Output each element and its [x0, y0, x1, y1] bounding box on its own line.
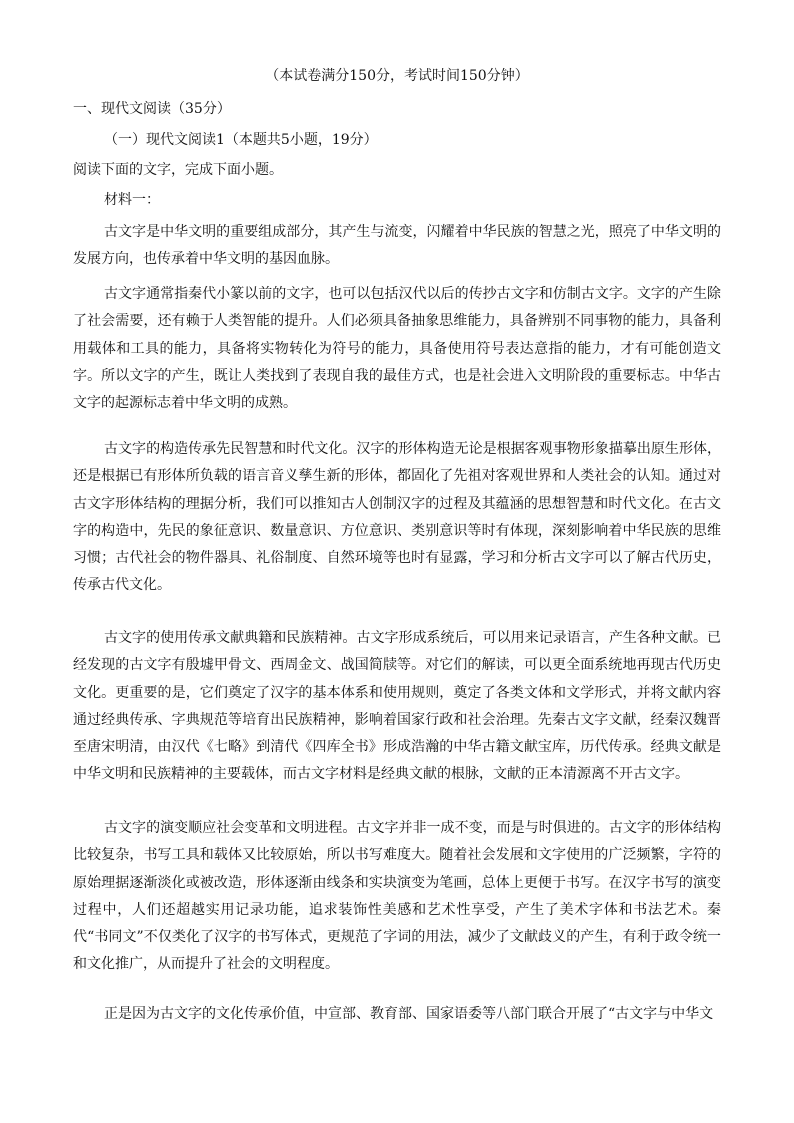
reading-instruction: 阅读下面的文字，完成下面小题。	[73, 162, 283, 178]
exam-note: （本试卷满分150分，考试时间150分钟）	[265, 68, 529, 84]
paragraph: 古文字通常指秦代小篆以前的文字，也可以包括汉代以后的传抄古文字和仿制古文字。文字的产生除了社会需要，还有赖于人类智能的提升。人们必须具备抽象思维能力，具备辨别不同事物的能力，具备利用载体和工具的能力，具备将实物转化为符号的能力，具备使用符号表达意指的能力，才有可能创造文字。所以文字的产生，既让人类找到了表现自我的最佳方式，也是社会进入文明阶段的重要标志。中华古文字的起源标志着中华文明的成熟。	[73, 286, 721, 412]
paragraph-continued: 正是因为古文字的文化传承价值，中宣部、教育部、国家语委等八部门联合开展了“古文字与中华文	[104, 1006, 714, 1022]
section-heading: 一、现代文阅读（35分）	[73, 101, 231, 117]
paragraph: 古文字的演变顺应社会变革和文明进程。古文字并非一成不变，而是与时俱进的。古文字的形体结构比较复杂，书写工具和载体又比较原始，所以书写难度大。随着社会发展和文字使用的广泛频繁，字符的原始理据逐渐淡化或被改造，形体逐渐由线条和实块演变为笔画，总体上更便于书写。在汉字书写的演变过程中，人们还超越实用记录功能，追求装饰性美感和艺术性享受，产生了美术字体和书法艺术。秦代“书同文”不仅类化了汉字的书写体式，更规范了字词的用法，减少了文献歧义的产生，有利于政令统一和文化推广，从而提升了社会的文明程度。	[73, 820, 721, 973]
paragraph: 古文字是中华文明的重要组成部分，其产生与流变，闪耀着中华民族的智慧之光，照亮了中华文明的发展方向，也传承着中华文明的基因血脉。	[73, 224, 721, 268]
material-label: 材料一：	[104, 192, 160, 208]
paragraph: 古文字的使用传承文献典籍和民族精神。古文字形成系统后，可以用来记录语言，产生各种文献。已经发现的古文字有殷墟甲骨文、西周金文、战国简牍等。对它们的解读，可以更全面系统地再现古代历史文化。更重要的是，它们奠定了汉字的基本体系和使用规则，奠定了各类文体和文学形式，并将文献内容通过经典传承、字典规范等培育出民族精神，影响着国家行政和社会治理。先秦古文字文献，经秦汉魏晋至唐宋明清，由汉代《七略》到清代《四库全书》形成浩瀚的中华古籍文献宝库，历代传承。经典文献是中华文明和民族精神的主要载体，而古文字材料是经典文献的根脉，文献的正本清源离不开古文字。	[73, 630, 721, 783]
sub-heading: （一）现代文阅读1（本题共5小题，19分）	[104, 132, 378, 148]
paragraph: 古文字的构造传承先民智慧和时代文化。汉字的形体构造无论是根据客观事物形象描摹出原生形体，还是根据已有形体所负载的语言音义孳生新的形体，都固化了先祖对客观世界和人类社会的认知。通过对古文字形体结构的理据分析，我们可以推知古人创制汉字的过程及其蕴涵的思想智慧和时代文化。在古文字的构造中，先民的象征意识、数量意识、方位意识、类别意识等时有体现，深刻影响着中华民族的思维习惯；古代社会的物件器具、礼俗制度、自然环境等也时有显露，学习和分析古文字可以了解古代历史，传承古代文化。	[73, 441, 721, 594]
